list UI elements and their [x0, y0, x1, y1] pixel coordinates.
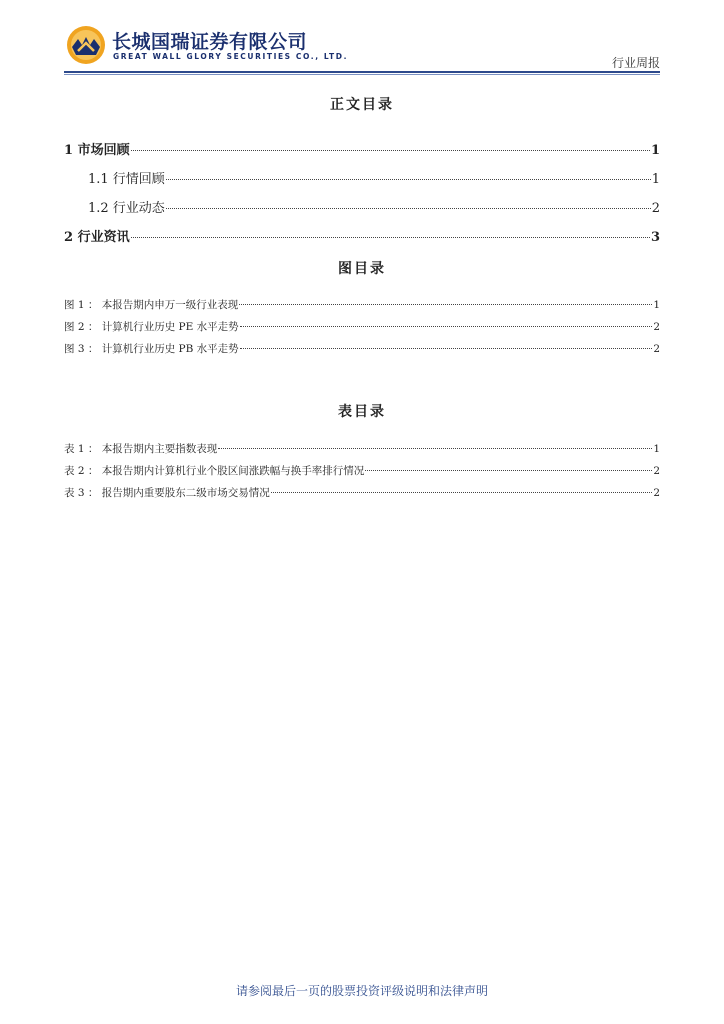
toc-entry-label: 1.2 行业动态	[88, 201, 165, 216]
page-header	[0, 0, 724, 80]
dot-leader	[365, 470, 652, 471]
toc-entry-page: 3	[650, 230, 660, 245]
toc-entry-label: 1 市场回顾	[64, 143, 130, 158]
figure-entry-label: 图 2 ： 计算机行业历史 PE 水平走势	[64, 321, 239, 333]
tables-title: 表目录	[338, 404, 386, 420]
toc-entry-label: 2 行业资讯	[64, 230, 130, 245]
header-rule-thin	[64, 74, 660, 75]
figures-title: 图目录	[338, 261, 386, 277]
dot-leader	[240, 326, 653, 327]
table-entry-label: 表 2 ： 本报告期内计算机行业个股区间涨跌幅与换手率排行情况	[64, 465, 365, 477]
figure-entry-page: 2	[653, 321, 660, 333]
header-rule	[64, 71, 660, 73]
figure-entry-page: 2	[653, 343, 660, 355]
dot-leader	[166, 179, 651, 180]
report-type-label: 行业周报	[611, 56, 660, 70]
dot-leader	[239, 304, 652, 305]
figure-entry-page: 1	[653, 299, 660, 311]
toc-entry[interactable]	[88, 197, 660, 216]
dot-leader	[131, 150, 650, 151]
table-entry-page: 2	[653, 465, 660, 477]
toc-entry-page: 1	[651, 172, 660, 187]
toc-entry[interactable]	[88, 168, 660, 187]
table-entry-page: 2	[653, 487, 660, 499]
dot-leader	[240, 348, 653, 349]
figure-entry[interactable]	[64, 319, 660, 334]
figure-entry-label: 图 3 ： 计算机行业历史 PB 水平走势	[64, 343, 239, 355]
dot-leader	[271, 492, 653, 493]
dot-leader	[218, 448, 652, 449]
toc-entry[interactable]	[64, 139, 660, 158]
table-entry[interactable]	[64, 463, 660, 478]
table-entry[interactable]	[64, 441, 660, 456]
table-entry-label: 表 3 ： 报告期内重要股东二级市场交易情况	[64, 487, 270, 499]
toc-title: 正文目录	[330, 97, 394, 113]
toc-entry-page: 2	[651, 201, 660, 216]
table-entry-label: 表 1 ： 本报告期内主要指数表现	[64, 443, 218, 455]
dot-leader	[131, 237, 650, 238]
toc-entry-label: 1.1 行情回顾	[88, 172, 165, 187]
brand-name-cn: 长城国瑞证券有限公司	[112, 31, 308, 53]
dot-leader	[166, 208, 651, 209]
figure-entry-label: 图 1 ： 本报告期内申万一级行业表现	[64, 299, 239, 311]
toc-entry-page: 1	[650, 143, 660, 158]
figure-entry[interactable]	[64, 297, 660, 312]
disclaimer-footer: 请参阅最后一页的股票投资评级说明和法律声明	[235, 984, 488, 998]
table-entry-page: 1	[653, 443, 660, 455]
great-wall-glory-logo-icon	[66, 25, 106, 65]
toc-entry[interactable]	[64, 226, 660, 245]
figure-entry[interactable]	[64, 341, 660, 356]
brand-name-en: GREAT WALL GLORY SECURITIES CO., LTD.	[113, 52, 349, 61]
table-entry[interactable]	[64, 485, 660, 500]
